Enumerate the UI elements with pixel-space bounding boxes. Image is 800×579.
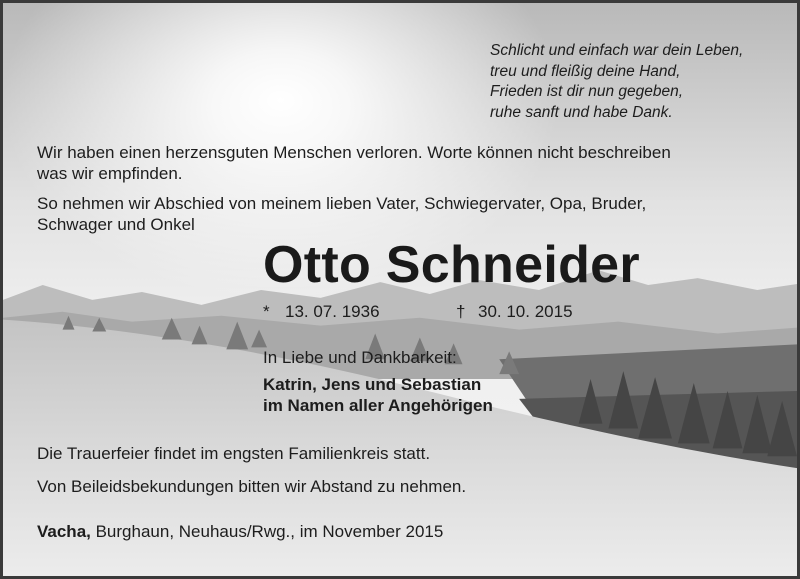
farewell-paragraph — [37, 193, 646, 235]
death-cross-icon: † — [456, 302, 466, 321]
signature-place: Vacha, — [37, 522, 91, 541]
intro-line: was wir empfinden. — [37, 164, 183, 183]
memorial-poem — [490, 41, 743, 123]
death-date: 30. 10. 2015 — [478, 302, 573, 321]
death-date-line — [456, 302, 573, 322]
farewell-line: So nehmen wir Abschied von meinem lieben Vater, Schwiegervater, Opa, Bruder, — [37, 194, 647, 213]
birth-date: 13. 07. 1936 — [285, 302, 380, 321]
mourners-block — [263, 374, 493, 416]
deceased-name: Otto Schneider — [263, 236, 640, 294]
intro-line: Wir haben einen herzensguten Menschen verloren. Worte können nicht beschreiben — [37, 143, 671, 162]
poem-line: treu und fleißig deine Hand, — [490, 62, 681, 80]
condolence-note: Von Beileidsbekundungen bitten wir Abstand zu nehmen. — [37, 477, 467, 496]
place-date-signature — [37, 522, 443, 542]
birth-date-line — [263, 302, 380, 322]
mourner-names: Katrin, Jens und Sebastian — [263, 375, 482, 394]
signature-rest: Burghaun, Neuhaus/Rwg., im November 2015 — [90, 522, 444, 541]
on-behalf-line: im Namen aller Angehörigen — [263, 396, 493, 415]
intro-paragraph — [37, 142, 671, 184]
poem-line: Schlicht und einfach war dein Leben, — [490, 42, 744, 59]
farewell-line: Schwager und Onkel — [37, 215, 195, 234]
birth-star-icon: * — [263, 302, 270, 321]
poem-line: Frieden ist dir nun gegeben, — [490, 83, 684, 100]
poem-line: ruhe sanft und habe Dank. — [490, 103, 673, 121]
funeral-note: Die Trauerfeier findet im engsten Familienkreis statt. — [37, 444, 431, 463]
gratitude-heading: In Liebe und Dankbarkeit: — [263, 348, 457, 367]
